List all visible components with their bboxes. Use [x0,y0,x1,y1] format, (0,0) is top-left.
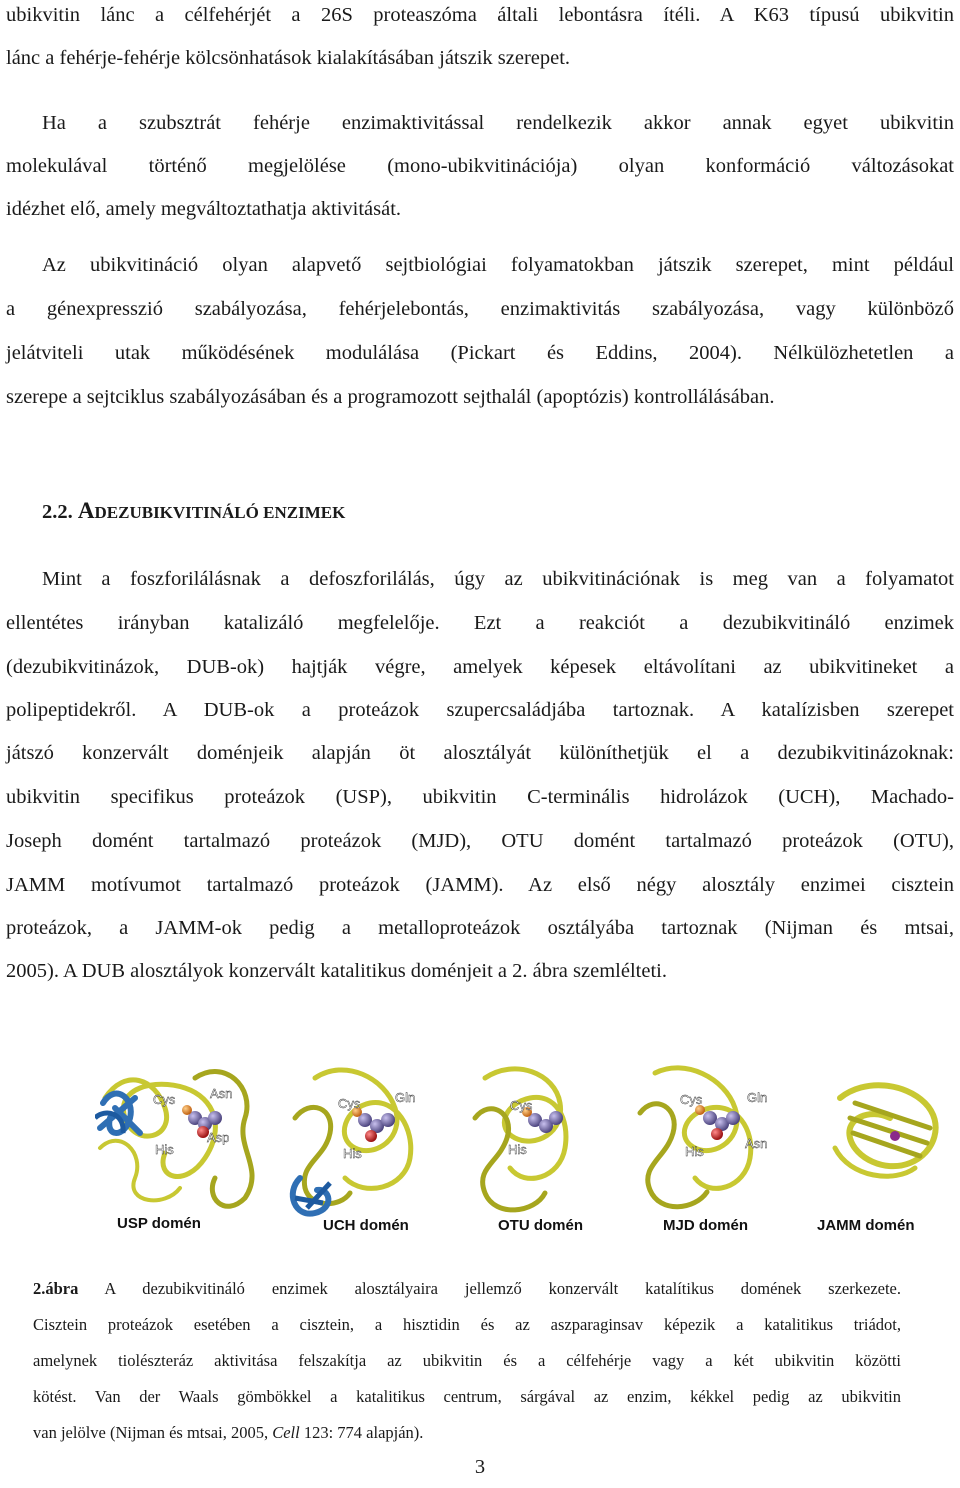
svg-text:Cys: Cys [510,1098,533,1113]
jamm-domain-label: JAMM domén [817,1217,915,1234]
svg-text:His: His [508,1142,527,1157]
svg-text:Cys: Cys [153,1092,176,1107]
body-text-line: JAMM motívumot tartalmazó proteázok (JAMM). Az első négy alosztály enzimei cisztein [6,874,954,896]
jamm-domain-structure [835,1085,936,1176]
svg-text:Cys: Cys [680,1092,703,1107]
svg-text:Cys: Cys [338,1096,361,1111]
svg-text:His: His [155,1142,174,1157]
svg-text:Asn: Asn [745,1136,768,1151]
uch-domain-label: UCH domén [323,1217,409,1234]
section-title-initial: A [77,498,95,523]
svg-text:Asn: Asn [210,1086,233,1101]
figure-caption-line: Cisztein proteázok esetében a cisztein, a hisztidin és az aszparaginsav képezik a katalitikus triádot, [33,1315,901,1334]
body-text-line: ubikvitin lánc a célfehérjét a 26S proteaszóma általi lebontásra ítéli. A K63 típusú ubikvitin [6,4,954,26]
figure-caption-label: 2.ábra [33,1279,79,1298]
body-text-line: Joseph domént tartalmazó proteázok (MJD), OTU domént tartalmazó proteázok (OTU), [6,830,954,852]
body-text-line: ellentétes irányban katalizáló megfelelője. Ezt a reakciót a dezubikvitináló enzimek [6,612,954,634]
mjd-domain-structure [640,1068,767,1207]
body-text-line: proteázok, a JAMM-ok pedig a metalloproteázok osztályába tartoznak (Nijman és mtsai, [6,917,954,939]
figure-caption-line [33,1278,901,1300]
body-text-line: ubikvitin specifikus proteázok (USP), ubikvitin C-terminális hidrolázok (UCH), Machado- [6,786,954,808]
body-text-line: molekulával történő megjelölése (mono-ubikvitinációja) olyan konformáció változásokat [6,155,954,177]
dub-domains-figure [95,1058,945,1248]
svg-text:Gln: Gln [747,1090,768,1105]
caption-text-before: van jelölve (Nijman és mtsai, 2005, [33,1423,273,1442]
body-text-line: a génexpresszió szabályozása, fehérjelebontás, enzimaktivitás szabályozása, vagy különböző [6,298,954,320]
body-text-line: 2005). A DUB alosztályok konzervált katalitikus doménjeit a 2. ábra szemlélteti. [6,960,667,982]
body-text-line: (dezubikvitinázok, DUB-ok) hajtják végre, amelyek képesek eltávolítani az ubikvitineket a [6,656,954,678]
section-number: 2.2. [42,501,73,523]
usp-domain-structure [95,1072,252,1207]
otu-domain-label: OTU domén [498,1217,583,1234]
body-text-line: polipeptidekről. A DUB-ok a proteázok szupercsaládjába tartoznak. A katalízisben szerepet [6,699,954,721]
uch-domain-structure [293,1070,415,1214]
body-text-line: lánc a fehérje-fehérje kölcsönhatások kialakításában játszik szerepet. [6,47,571,69]
figure-caption-line: amelynek tiolészteráz aktivitása felszakítja az ubikvitin és a célfehérje vagy a két ubikvitin közötti [33,1351,901,1370]
svg-text:His: His [685,1144,704,1159]
otu-domain-structure [475,1069,566,1210]
figure-caption-text: A dezubikvitináló enzimek alosztályaira jellemző konzervált katalítikus domének szerkezete. [104,1279,901,1298]
section-heading [42,498,345,526]
figure-caption-line [33,1422,901,1444]
svg-text:Asp: Asp [207,1130,230,1145]
body-text-line: szerepe a sejtciklus szabályozásában és a programozott sejthalál (apoptózis) kontrollálásában. [6,386,775,408]
caption-text-after: 123: 774 alapján). [299,1423,424,1442]
svg-text:His: His [343,1146,362,1161]
body-text-line: játszó konzervált doménjeik alapján öt alosztályát különíthetjük el a dezubikvitinázoknak: [6,742,954,764]
page-number: 3 [474,1456,486,1478]
section-title-rest: DEZUBIKVITINÁLÓ ENZIMEK [94,503,346,522]
body-text-line: jelátviteli utak működésének modulálása (Pickart és Eddins, 2004). Nélkülözhetetlen a [6,342,954,364]
body-text-line: Ha a szubsztrát fehérje enzimaktivitással rendelkezik akkor annak egyet ubikvitin [42,112,954,134]
caption-journal-name: Cell [272,1423,300,1442]
mjd-domain-label: MJD domén [663,1217,749,1234]
body-text-line: Mint a foszforilálásnak a defoszforilálás, úgy az ubikvitinációnak is meg van a folyamatot [42,568,954,590]
body-text-line: idézhet elő, amely megváltoztathatja aktivitását. [6,198,402,220]
usp-domain-label: USP domén [117,1215,201,1232]
body-text-line: Az ubikvitináció olyan alapvető sejtbiológiai folyamatokban játszik szerepet, mint például [42,254,954,276]
svg-text:Gln: Gln [395,1090,416,1105]
figure-caption-line: kötést. Van der Waals gömbökkel a katalitikus centrum, sárgával az enzim, kékkel pedig az ubikvitin [33,1387,901,1406]
dub-domains-illustration [95,1058,945,1248]
